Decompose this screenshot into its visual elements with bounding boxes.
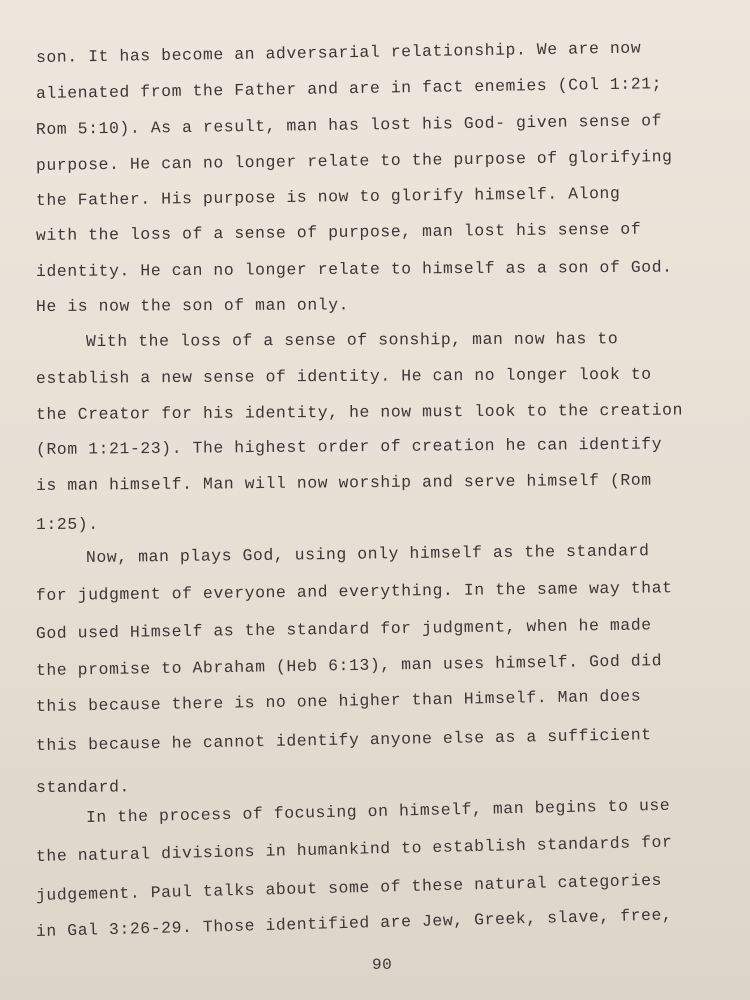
text-line: God used Himself as the standard for judgment, when he made <box>35 615 652 643</box>
text-line: He is now the son of man only. <box>35 295 350 316</box>
text-line: this because he cannot identify anyone else as a sufficient <box>35 725 652 755</box>
text-line: 1:25). <box>35 514 99 534</box>
text-line: standard. <box>35 777 130 797</box>
text-line: identity. He can no longer relate to himself as a son of God. <box>35 257 673 281</box>
text-line: this because there is no one higher than Himself. Man does <box>35 686 642 716</box>
text-line: Now, man plays God, using only himself as the standard <box>85 541 650 567</box>
text-line: for judgment of everyone and everything. In the same way that <box>35 578 673 605</box>
text-line: purpose. He can no longer relate to the purpose of glorifying <box>35 147 673 175</box>
text-line: with the loss of a sense of purpose, man lost his sense of <box>35 219 642 245</box>
text-line: (Rom 1:21-23). The highest order of creation he can identify <box>35 434 663 459</box>
text-line: is man himself. Man will now worship and serve himself (Rom <box>35 470 652 495</box>
text-line: establish a new sense of identity. He can no longer look to <box>35 364 652 388</box>
text-line: With the loss of a sense of sonship, man now has to <box>85 329 619 351</box>
text-line: the promise to Abraham (Heb 6:13), man uses himself. God did <box>35 651 663 680</box>
text-line: in Gal 3:26-29. Those identified are Jew, Greek, slave, free, <box>35 905 673 941</box>
text-line: the Father. His purpose is now to glorify himself. Along <box>35 183 621 210</box>
text-line: In the process of focusing on himself, man begins to use <box>85 795 671 827</box>
text-line: the natural divisions in humankind to establish standards for <box>35 832 673 866</box>
text-line: son. It has become an adversarial relationship. We are now <box>35 38 642 67</box>
text-line: Rom 5:10). As a result, man has lost his God- given sense of <box>35 111 663 139</box>
text-line: the Creator for his identity, he now must look to the creation <box>35 400 684 424</box>
text-line: alienated from the Father and are in fact enemies (Col 1:21; <box>35 74 663 103</box>
text-line: judgement. Paul talks about some of these natural categories <box>35 870 663 905</box>
page-number: 90 <box>372 956 393 974</box>
